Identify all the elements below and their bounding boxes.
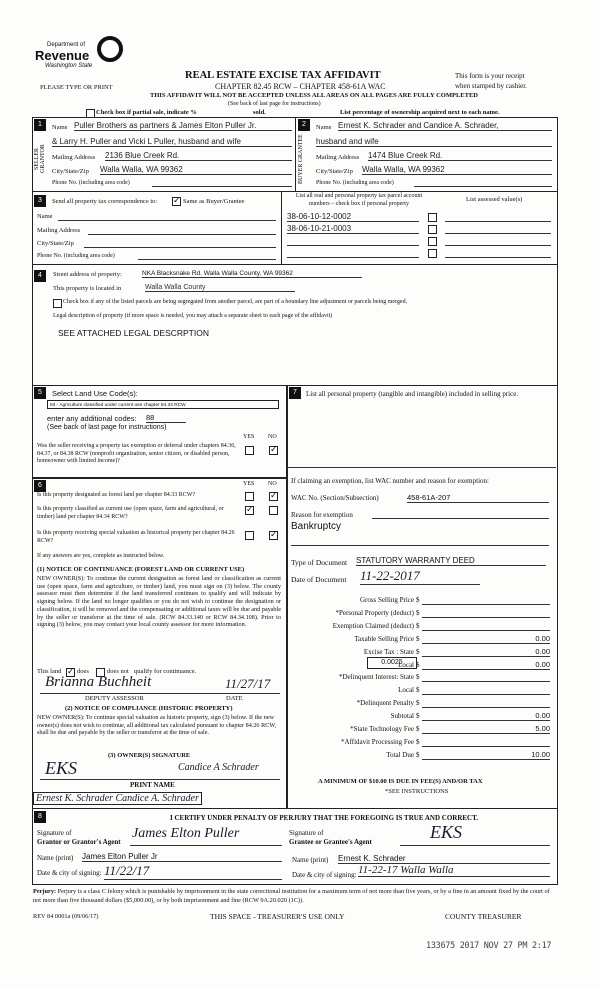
fee-value[interactable] [422,698,550,708]
grantor-sig-line [130,845,282,846]
located-label: This property is located in [53,285,122,292]
assessed-3-line[interactable] [445,245,551,246]
wac-label: WAC No. (Section/Subsection) [291,494,379,502]
legal-value[interactable]: SEE ATTACHED LEGAL DESCRPTION [58,328,209,338]
parcel-4-line[interactable] [287,257,419,258]
seller-city-label: City/State/Zip [52,168,89,175]
reason-value[interactable]: Bankruptcy [291,521,342,532]
seller-addr-label: Mailing Address [52,154,96,161]
notice-2-title: (2) NOTICE OF COMPLIANCE (HISTORIC PROPERTY) [65,705,233,712]
receipt-note-1: This form is your receipt [455,72,525,80]
parcel-4-checkbox[interactable] [428,249,437,258]
notice-2-body: NEW OWNER(S): To continue special valuation as historic property, sign (3) below. If the new owner(s) does not wish to continue, all additional tax calculated pursuant to chapter 84.26 RCW, shall be due and payable by the seller or transferor at the time of sale. [37,714,277,737]
seller-name-1[interactable]: Puller Brothers as partners & James Elton Puller Jr. [74,121,292,131]
fee-dollar-sign: $ [416,596,420,604]
fee-dollar-sign: $ [416,634,420,643]
buyer-phone-line[interactable] [414,186,552,187]
s6-q3-no-checkbox[interactable] [269,531,278,540]
grantee-date-value[interactable]: 11-22-17 Walla Walla [358,864,550,877]
form-chapter: CHAPTER 82.45 RCW – CHAPTER 458-61A WAC [215,82,386,91]
s3-name-line[interactable] [58,220,276,221]
segregate-checkbox[interactable] [53,299,62,308]
qualify-label: qualify for continuance. [134,668,197,675]
buyer-name-label: Name [316,124,332,131]
section-3-number: 3 [34,195,46,207]
sold-label: sold. [253,109,266,116]
seller-name-label: Name [52,124,68,131]
assessed-header: List assessed value(s) [466,196,523,203]
certify-statement: I CERTIFY UNDER PENALTY OF PERJURY THAT THE FOREGOING IS TRUE AND CORRECT. [170,814,479,822]
grantor-name-label: Name (print) [37,854,74,862]
s6-q2-no-checkbox[interactable] [269,506,278,515]
perjury-notice [33,888,553,905]
owner-sig-line [40,779,280,780]
s6-question-3: Is this property receiving special valuation as historical property per chapter 84.26 RCW? [37,530,235,544]
seller-name-2[interactable]: & Larry H. Puller and Vicki L Puller, husband and wife [52,137,292,147]
reason-line [372,518,549,519]
assessor-date[interactable]: 11/27/17 [225,676,271,691]
s5-q1-no-checkbox[interactable] [269,446,278,455]
s3-phone-label: Phone No. (including area code) [37,253,115,259]
fee-label: *Delinquent Interest: State [338,673,414,682]
buyer-phone-label: Phone No. (including area code) [316,180,394,186]
fee-label: Excise Tax : State [363,647,414,656]
buyer-name-1[interactable]: Ernest K. Schrader and Candice A. Schrader, [338,121,552,131]
parcel-3-line[interactable] [287,245,419,246]
s7-divider-1 [286,467,556,468]
fee-dollar-sign: $ [416,750,420,759]
fee-value[interactable]: 0.00 [422,634,550,644]
does-not-label: does not [107,668,129,675]
s3-phone-line[interactable] [138,259,276,260]
land-use-select[interactable]: 83 - Agriculture classified under current use chapter 84.34 RCW [47,400,279,409]
perjury-bold-label: Perjury: [33,888,57,895]
doc-type-value[interactable]: STATUTORY WARRANTY DEED [356,556,546,566]
s6-q1-no-checkbox[interactable] [269,492,278,501]
section-3-divider [281,191,282,264]
parties-divider [295,117,296,191]
s3-addr-line[interactable] [88,234,276,235]
send-correspondence-label: Send all property tax correspondence to: [52,198,158,205]
section-6-number: 6 [34,480,46,492]
s6-question-1: Is this property designated as forest land per chapter 84.33 RCW? [37,492,196,498]
s3-city-line[interactable] [84,247,276,248]
fee-value[interactable]: 0.00 [422,660,550,670]
fee-dollar-sign: $ [416,699,420,708]
see-instructions: *SEE INSTRUCTIONS [385,788,449,795]
section-8-number: 8 [34,811,46,823]
section-1-number: 1 [34,119,46,131]
grantee-name-label: Name (print) [292,856,329,864]
header-see-back: (See back of last page for instructions) [228,101,321,107]
fee-value[interactable] [422,685,550,695]
notice-1-title: (1) NOTICE OF CONTINUANCE (FOREST LAND OR CURRENT USE) [37,566,245,573]
owner-signature-label: (3) OWNER(S) SIGNATURE [108,752,191,759]
revenue-swirl-icon [97,36,123,62]
segregate-label: Check box if any of the listed parcels are being segregated from another parcel, are part of a boundary line adjustment or parcels being merged. [63,299,408,305]
seller-phone-line[interactable] [152,186,292,187]
section-5-number: 5 [34,387,46,399]
doc-type-label: Type of Document [291,558,348,567]
legal-label: Legal description of property (if more space is needed, you may attach a separate sheet to each page of the affidavit) [53,313,333,319]
perjury-text: Perjury is a class C felony which is punishable by imprisonment in the state correctional institution for a maximum term of not more than five years, or by a fine in an amount fixed by the court of not more than five thousand dollars ($5,000.00), or by both imprisonment and fine (RCW 9A.20.020 (1C)). [33,888,550,904]
s6-q3-yes-checkbox[interactable] [245,531,254,540]
fee-dollar-sign: $ [416,673,420,682]
wac-value[interactable]: 458-61A-207 [407,493,549,503]
grantor-sig-label-1: Signature of [37,829,72,837]
assessed-1-line[interactable] [445,221,551,222]
notice-1-body: NEW OWNER(S): To continue the current designation as forest land or classification as current use (open space, farm and agriculture, or timber) land, you must sign on (3) below. The county assessor must then determine if the land transferred continues to qualify and will indicate by signing below. If the land no longer qualifies or you do not wish to continue the designation or classification, it will be removed and the compensating or additional taxes will be due and payable by the seller or transferor at the time of sale. (RCW 84.33.140 or RCW 84.34.108). Prior to signing (3) below, you may contact your local county assessor for more information. [37,575,281,629]
fee-dollar-sign: $ [416,725,420,733]
parcel-1[interactable]: 38-06-10-12-0002 [287,212,419,222]
fee-dollar-sign: $ [416,647,420,656]
section-4-box [32,264,558,386]
parcel-2[interactable]: 38-06-10-21-0003 [287,224,419,234]
fee-value[interactable]: 0.00 [422,711,550,721]
street-label: Street address of property: [53,271,122,278]
dept-state: Washington State [45,63,93,69]
personal-property-label: List all personal property (tangible and intangible) included in selling price. [306,390,519,398]
section-7-number: 7 [289,387,301,399]
fee-label: *State Technology Fee [350,725,414,733]
s5-yes-header: YES [243,434,255,440]
fee-label: Local [398,686,414,695]
seller-addr[interactable]: 2136 Blue Creek Rd. [105,151,292,161]
parcel-2-checkbox[interactable] [428,225,437,234]
buyer-addr-label: Mailing Address [316,154,360,161]
s5-q1-yes-checkbox[interactable] [245,446,254,455]
s6-q2-yes-checkbox[interactable] [245,506,254,515]
assessor-date-label: DATE [226,695,243,702]
grantee-signature[interactable]: EKS [430,822,463,842]
fee-dollar-sign: $ [416,737,420,746]
reason-label: Reason for exemption [291,511,353,519]
fee-dollar-sign: $ [416,660,420,669]
this-land-label: This land [37,668,62,675]
dept-main: Revenue [35,48,90,63]
fee-label: *Delinquent Penalty [356,699,414,708]
fee-label: Local [398,660,414,669]
s3-city-label: City/State/Zip [37,240,74,247]
fee-dollar-sign: $ [416,712,420,721]
reason-line-2 [291,545,549,546]
assessor-sig-line [40,693,280,694]
section-2-number: 2 [298,119,310,131]
buyer-side-label: BUYER GRANTEE [298,134,304,184]
fee-label: *Affidavit Processing Fee [341,737,414,746]
grantee-sig-label-1: Signature of [289,829,324,837]
assessor-signature[interactable]: Brianna Buchheit [45,674,152,690]
if-yes-note: If any answers are yes, complete as instructed below. [37,553,165,559]
same-as-buyer-checkbox[interactable] [172,197,181,206]
receipt-note-2: when stamped by cashier. [455,82,527,90]
parcel-1-checkbox[interactable] [428,213,437,222]
s6-q1-yes-checkbox[interactable] [245,492,254,501]
seller-phone-label: Phone No. (including area code) [52,180,130,186]
fee-label: Subtotal [390,712,414,721]
fee-value[interactable] [422,608,550,618]
owner-signature-2[interactable]: Candice A Schrader [178,762,259,773]
grantor-name-value[interactable]: James Elton Puller Jr [82,852,282,862]
treasurer-space: THIS SPACE - TREASURER'S USE ONLY [210,912,345,921]
partial-sale-label: Check box if partial sale, indicate % [96,109,197,116]
print-name-label: PRINT NAME [130,781,175,789]
grantor-signature[interactable]: James Elton Puller [132,826,240,841]
deputy-assessor-label: DEPUTY ASSESSOR [85,695,144,702]
doc-date-value[interactable]: 11-22-2017 [360,568,480,585]
fee-value[interactable] [422,621,550,631]
seller-side-label: SELLER GRANTOR [34,144,46,174]
recording-stamp: 133675 2017 NOV 27 PM 2:17 [426,941,552,951]
doc-date-label: Date of Document [291,575,347,584]
assessed-2-line[interactable] [445,233,551,234]
fee-label: Total Due [386,750,414,759]
section-4-number: 4 [34,270,46,282]
percent-label: List percentage of ownership acquired next to each name. [340,109,500,116]
parcel-3-checkbox[interactable] [428,237,437,246]
fee-label: Exemption Claimed (deduct) [332,621,414,630]
assessed-4-line[interactable] [445,257,551,258]
s5-question-1: Was the seller receiving a property tax exemption or deferral under chapters 84.36, 84.37, or 84.38 RCW (nonprofit organization, senior citizen, or disabled person, homeowner with limited income)? [37,443,236,464]
grantor-sig-label-2: Grantor or Grantor's Agent [37,838,121,846]
grantee-sig-label-2: Grantee or Grantee's Agent [289,838,372,846]
buyer-city-label: City/State/Zip [316,168,353,175]
county-treasurer: COUNTY TREASURER [445,912,522,921]
s6-no-header: NO [268,481,277,487]
additional-codes-label: enter any additional codes: [47,414,137,423]
form-revision: REV 84 0001a (09/06/17) [33,913,99,920]
form-title: REAL ESTATE EXCISE TAX AFFIDAVIT [185,70,381,81]
dept-top: Department of [47,42,86,48]
located-value[interactable]: Walla Walla County [145,284,295,292]
s5-see-back: (See back of last page for instructions) [47,424,167,431]
does-label: does [77,668,89,675]
s3-addr-label: Mailing Address [37,227,81,234]
fee-value[interactable] [422,672,550,682]
exemption-label: If claiming an exemption, list WAC number and reason for exemption: [291,477,489,485]
fee-value[interactable]: 0.00 [422,647,550,657]
fee-dollar-sign: $ [416,608,420,617]
fee-label: Gross Selling Price [359,596,414,604]
grantee-date-label: Date & city of signing: [292,871,357,879]
grantee-sig-line [400,845,550,846]
street-value[interactable]: NKA Blacksnake Rd. Walla Walla County, WA 99362 [142,270,362,278]
fee-label: Taxable Selling Price [354,634,414,643]
fee-dollar-sign: $ [416,621,420,630]
fee-value[interactable] [422,737,550,747]
fee-label: *Personal Property (deduct) [335,608,414,617]
seller-city[interactable]: Walla Walla, WA 99362 [100,165,292,175]
buyer-name-2[interactable]: husband and wife [316,137,552,147]
fee-value[interactable] [422,595,550,605]
minimum-note: A MINIMUM OF $10.00 IS DUE IN FEE(S) AND/OR TAX [318,778,483,785]
grantor-date-label: Date & city of signing: [37,869,102,877]
fee-value[interactable]: 10.00 [422,750,550,760]
owner-signature-1[interactable]: EKS [45,758,78,778]
fee-value[interactable]: 5.00 [422,724,550,734]
grantor-date-value[interactable]: 11/22/17 [104,863,282,880]
additional-codes-value[interactable]: 88 [146,413,186,423]
s6-yes-header: YES [243,481,255,487]
same-as-buyer-label: Same as Buyer/Grantee [183,198,245,205]
grantee-name-value[interactable]: Ernest K. Schrader [338,854,550,864]
s5-no-header: NO [268,434,277,440]
completion-warning: THIS AFFIDAVIT WILL NOT BE ACCEPTED UNLESS ALL AREAS ON ALL PAGES ARE FULLY COMPLETED [150,92,478,99]
local-rate-value[interactable]: 0.0025 [367,657,417,669]
s3-name-label: Name [37,213,53,220]
buyer-addr[interactable]: 1474 Blue Creek Rd. [368,151,552,161]
print-label: PLEASE TYPE OR PRINT [40,84,113,91]
s6-question-2: Is this property classified as current use (open space, farm and agricultural, or timber) land per chapter 84.34 RCW? [37,506,224,520]
land-use-label: Select Land Use Code(s): [52,389,138,398]
fee-dollar-sign: $ [416,686,420,695]
revenue-logo [35,36,125,76]
buyer-city[interactable]: Walla Walla, WA 99362 [362,165,552,175]
parcel-header: List all real and personal property tax parcel account numbers – check box if personal property [295,193,423,207]
print-name-value[interactable]: Ernest K. Schrader Candice A. Schrader [33,792,202,805]
